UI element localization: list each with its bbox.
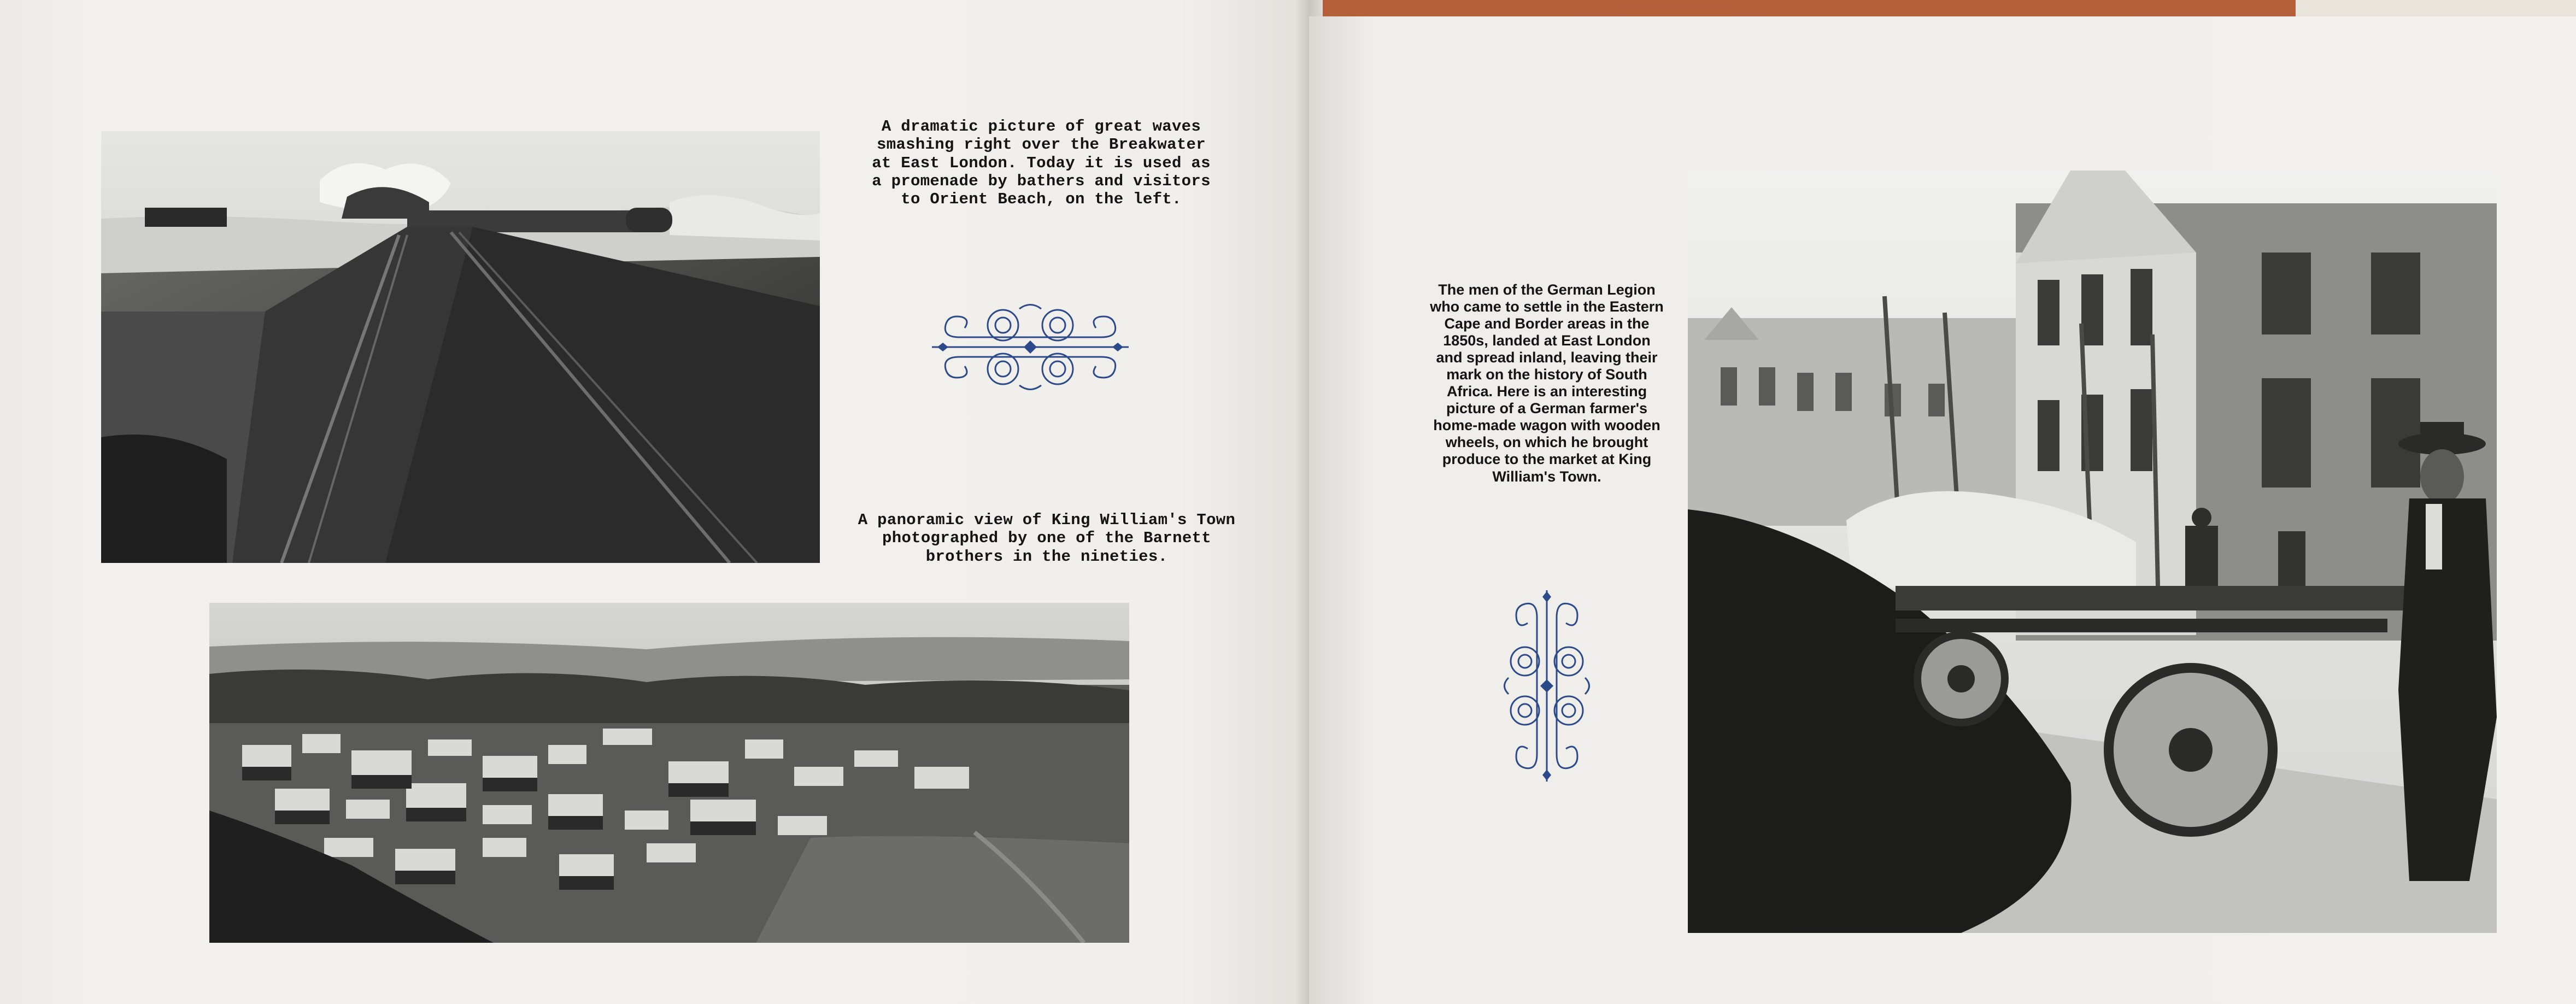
breakwater-photo bbox=[101, 131, 820, 563]
panorama-photo bbox=[209, 603, 1129, 943]
scroll-ornament-icon bbox=[926, 298, 1134, 396]
panorama-caption-text: A panoramic view of King William's Town photographed by one of the Barnett brothers in the nineties. bbox=[858, 511, 1236, 566]
breakwater-caption-text: A dramatic picture of great waves smashing right over the Breakwater at East London. Today it is used as a promenade by bathers and visitors to Orient Beach, on the left. bbox=[872, 118, 1211, 209]
vertical-scroll-ornament-icon bbox=[1498, 585, 1596, 787]
breakwater-caption bbox=[869, 118, 1213, 209]
wagon-caption bbox=[1429, 281, 1664, 485]
wagon-caption-text: The men of the German Legion who came to settle in the Eastern Cape and Border areas in the 1850s, landed at East London and spread inland, leaving their mark on the history of South Africa. Here is an interesting picture of a German farmer's home-made wagon with wooden wheels, on which he brought produce to the market at King William's Town. bbox=[1430, 281, 1664, 485]
wagon-photo bbox=[1688, 171, 2497, 933]
panorama-caption bbox=[844, 511, 1249, 566]
